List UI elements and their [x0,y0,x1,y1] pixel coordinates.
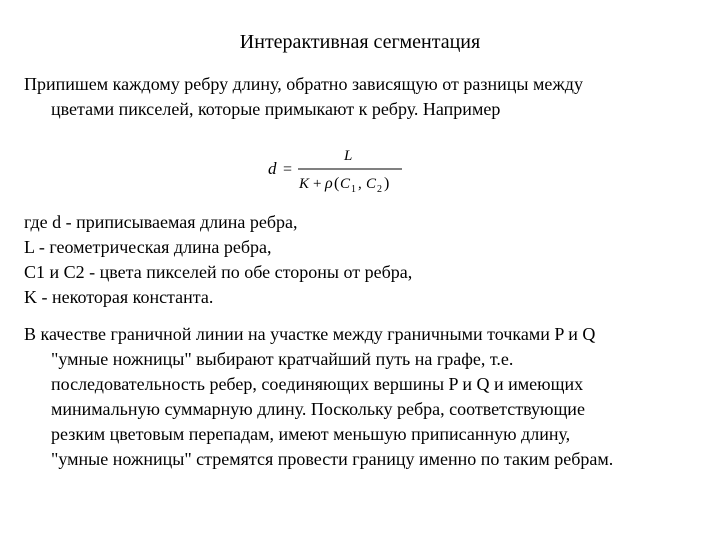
formula-equals: = [283,161,293,178]
formula-plus: + [313,176,322,192]
definitions-list [24,210,694,310]
conclusion-paragraph [24,322,694,472]
conclusion-line-1: В качестве граничной линии на участке между граничными точками P и Q [24,324,596,344]
formula-c2: C [366,176,377,192]
slide-title: Интерактивная сегментация [239,31,481,53]
formula-c1: C [340,176,351,192]
conclusion-line-5: резким цветовым перепадам, имеют меньшую приписанную длину, [51,424,571,444]
formula-c2-sub: 2 [377,184,382,195]
formula-close-paren: ) [384,175,390,192]
definition-l: L - геометрическая длина ребра, [24,237,272,257]
formula-numerator: L [344,148,353,164]
conclusion-line-4: минимальную суммарную длину. Поскольку ребра, соответствующие [51,399,585,419]
intro-line-1: Припишем каждому ребру длину, обратно зависящую от разницы между [24,74,583,94]
formula-lhs: d [268,159,277,178]
formula-comma: , [358,176,362,192]
formula-k: K [299,176,310,192]
intro-line-2: цветами пикселей, которые примыкают к ребру. Например [51,99,501,119]
intro-paragraph [24,72,694,122]
edge-length-formula [266,146,416,196]
conclusion-line-6: "умные ножницы" стремятся провести границу именно по таким ребрам. [51,449,614,469]
definition-d: где d - приписываемая длина ребра, [24,212,298,232]
conclusion-line-3: последовательность ребер, соединяющих вершины P и Q и имеющих [51,374,584,394]
formula-c1-sub: 1 [351,184,356,195]
conclusion-line-2: "умные ножницы" выбирают кратчайший путь на графе, т.е. [51,349,514,369]
formula-rho: ρ [325,175,333,192]
definition-c1-c2: C1 и C2 - цвета пикселей по обе стороны от ребра, [24,262,413,282]
formula-open-paren: ( [334,175,340,192]
definition-k: K - некоторая константа. [24,287,214,307]
